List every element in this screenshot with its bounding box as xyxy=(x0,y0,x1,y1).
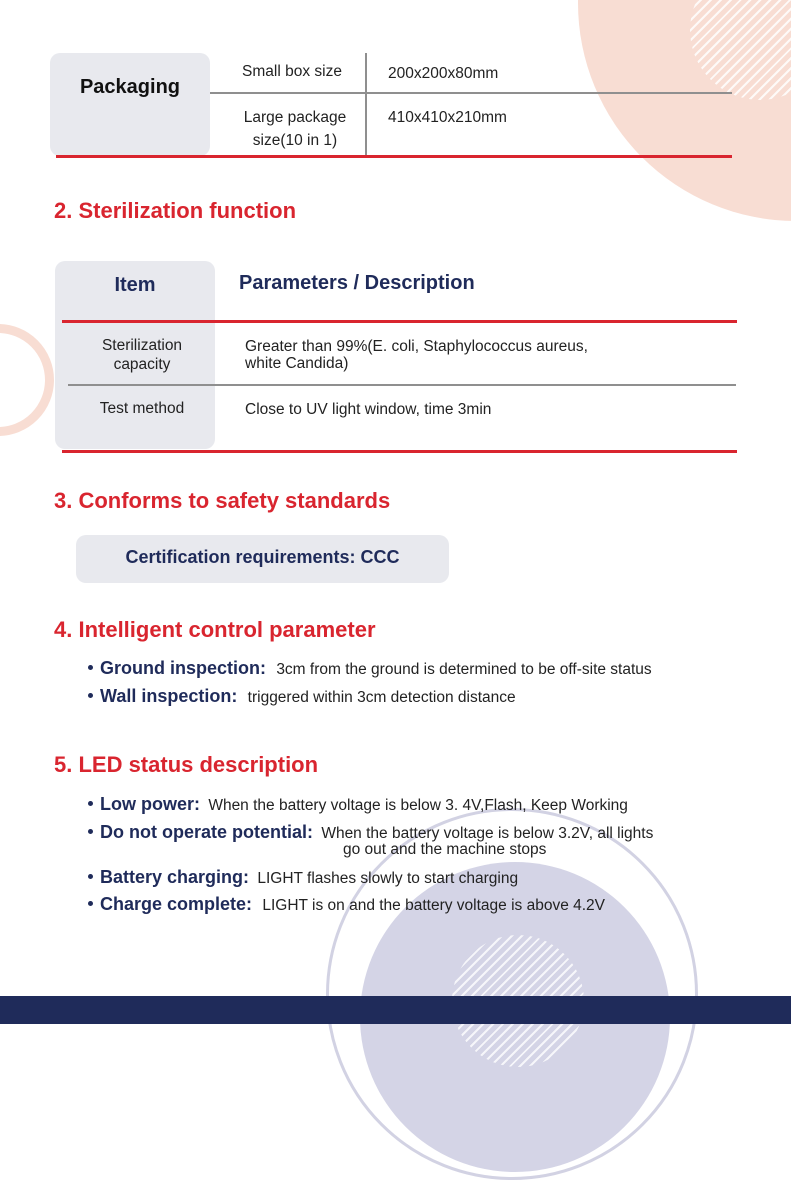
large-package-label-line2: size(10 in 1) xyxy=(252,132,338,149)
table-bottom-rule xyxy=(56,155,732,158)
ground-inspection-label: Ground inspection: xyxy=(100,658,266,678)
do-not-operate-text-line2: go out and the machine stops xyxy=(343,841,547,858)
sterilization-capacity-desc xyxy=(245,338,588,372)
charge-complete-text: LIGHT is on and the battery voltage is above 4.2V xyxy=(262,897,606,914)
section-heading-led: 5. LED status description xyxy=(54,752,319,777)
battery-charging-text: LIGHT flashes slowly to start charging xyxy=(257,870,519,887)
section-heading-intelligent: 4. Intelligent control parameter xyxy=(54,617,376,642)
test-method-label: Test method xyxy=(99,400,185,417)
charge-complete-label: Charge complete: xyxy=(100,894,253,914)
bullet-icon xyxy=(88,801,93,806)
low-power-text: When the battery voltage is below 3. 4V,Flash, Keep Working xyxy=(208,797,628,814)
bullet-icon xyxy=(88,901,93,906)
section-heading-safety: 3. Conforms to safety standards xyxy=(54,488,391,513)
column-header-parameters: Parameters / Description xyxy=(239,272,475,294)
table-bottom-rule-2 xyxy=(62,450,737,453)
certification-text: Certification requirements: CCC xyxy=(125,547,400,567)
list-item-battery-charging xyxy=(88,867,518,888)
sterilization-capacity-label xyxy=(62,336,222,374)
list-item-do-not-operate xyxy=(88,822,653,843)
sterilization-capacity-desc-line1: Greater than 99%(E. coli, Staphylococcus aureus, xyxy=(245,338,588,355)
row-divider-2 xyxy=(68,384,736,386)
list-item-low-power xyxy=(88,794,628,815)
small-box-size-label: Small box size xyxy=(242,63,342,80)
row-divider xyxy=(210,92,732,94)
large-package-label-line1: Large package xyxy=(243,109,347,126)
packaging-label-box xyxy=(50,53,210,156)
footer-bar xyxy=(0,996,791,1024)
list-item-charge-complete xyxy=(88,894,605,915)
bullet-icon xyxy=(88,829,93,834)
packaging-label: Packaging xyxy=(79,76,181,98)
wall-inspection-label: Wall inspection: xyxy=(100,686,238,706)
low-power-label: Low power: xyxy=(100,794,200,814)
bullet-icon xyxy=(88,874,93,879)
list-item-ground-inspection xyxy=(88,658,652,679)
wall-inspection-text: triggered within 3cm detection distance xyxy=(247,689,516,706)
large-package-size-label xyxy=(222,106,368,152)
decorative-peach-ring xyxy=(0,324,54,436)
column-header-item: Item xyxy=(114,274,156,296)
ground-inspection-text: 3cm from the ground is determined to be off-site status xyxy=(276,661,652,678)
do-not-operate-text: When the battery voltage is below 3.2V, all lights xyxy=(321,825,654,842)
sterilization-capacity-label-line2: capacity xyxy=(113,356,171,373)
test-method-desc: Close to UV light window, time 3min xyxy=(245,401,492,418)
battery-charging-label: Battery charging: xyxy=(100,867,250,887)
header-rule xyxy=(62,320,737,323)
section-heading-sterilization: 2. Sterilization function xyxy=(54,198,297,223)
small-box-size-value: 200x200x80mm xyxy=(388,65,499,82)
bullet-icon xyxy=(88,693,93,698)
sterilization-capacity-desc-line2: white Candida) xyxy=(245,355,349,372)
bullet-icon xyxy=(88,665,93,670)
sterilization-capacity-label-line1: Sterilization xyxy=(101,337,183,354)
do-not-operate-label: Do not operate potential: xyxy=(100,822,313,842)
large-package-size-value: 410x410x210mm xyxy=(388,109,507,126)
list-item-wall-inspection xyxy=(88,686,516,707)
